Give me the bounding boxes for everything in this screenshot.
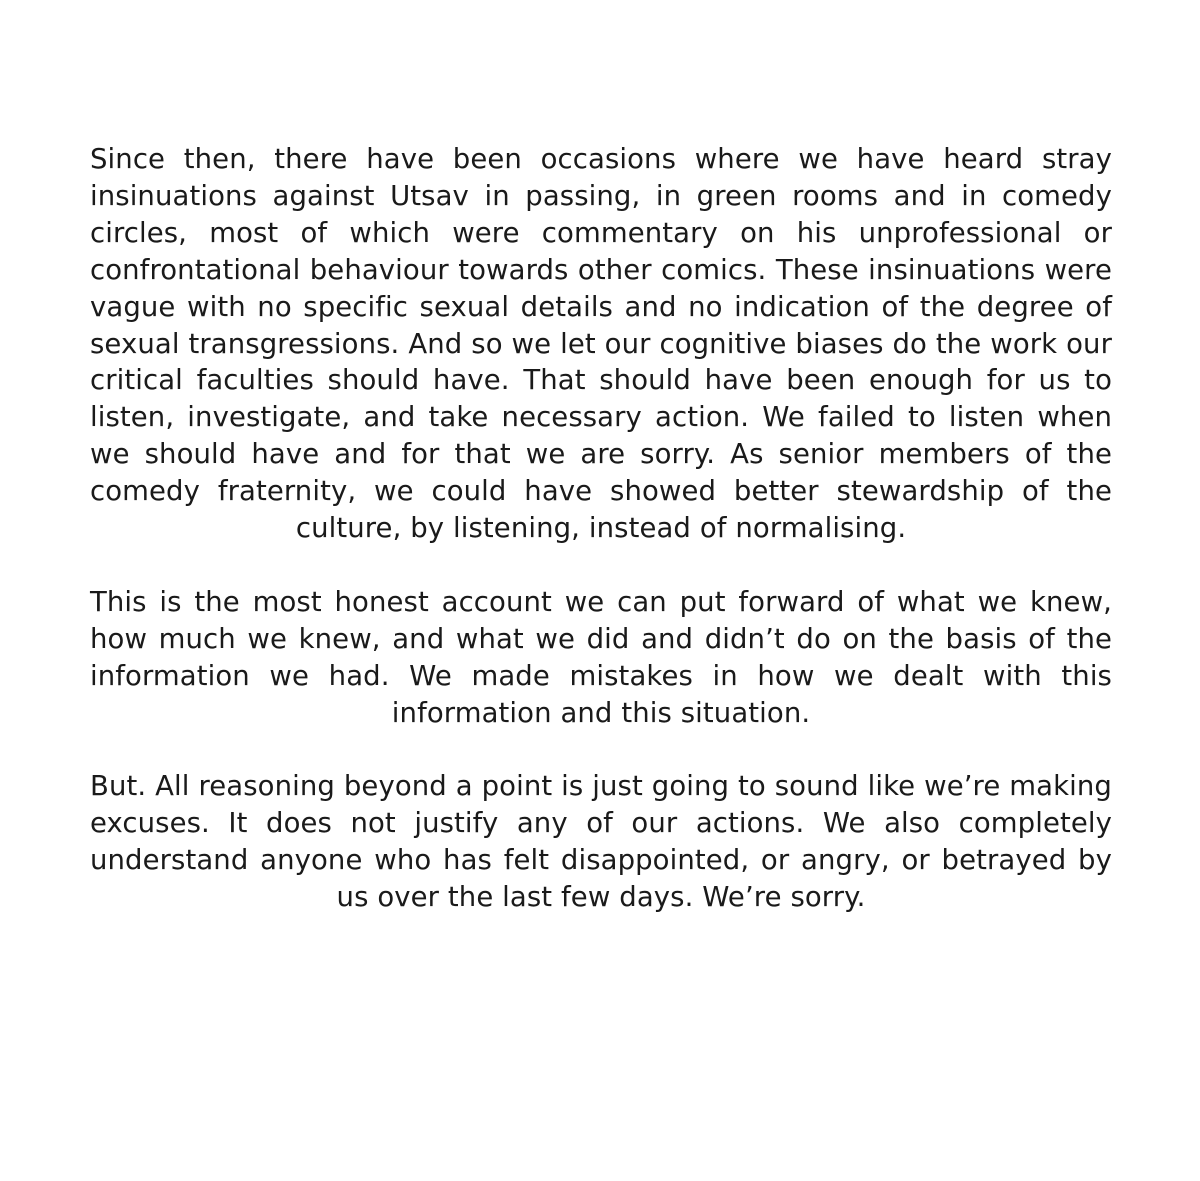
statement-text-block <box>90 141 1112 916</box>
paragraph-honest-account: This is the most honest account we can put forward of what we knew, how much we knew, and what we did and didn’t do on the basis of the information we had. We made mistakes in how we dealt with this information and this situation. <box>90 585 1112 729</box>
paragraph-apology: But. All reasoning beyond a point is just going to sound like we’re making excuses. It does not justify any of our actions. We also completely understand anyone who has felt disappointed, or angry, or betrayed by us over the last few days. We’re sorry. <box>90 770 1112 914</box>
paragraph-prior-insinuations: Since then, there have been occasions where we have heard stray insinuations against Utsav in passing, in green rooms and in comedy circles, most of which were commentary on his unprofessional or confrontational behaviour towards other comics. These insinuations were vague with no specific sexual details and no indication of the degree of sexual transgressions. And so we let our cognitive biases do the work our critical faculties should have. That should have been enough for us to listen, investigate, and take necessary action. We failed to listen when we should have and for that we are sorry. As senior members of the comedy fraternity, we could have showed better stewardship of the culture, by listening, instead of normalising. <box>90 143 1112 545</box>
